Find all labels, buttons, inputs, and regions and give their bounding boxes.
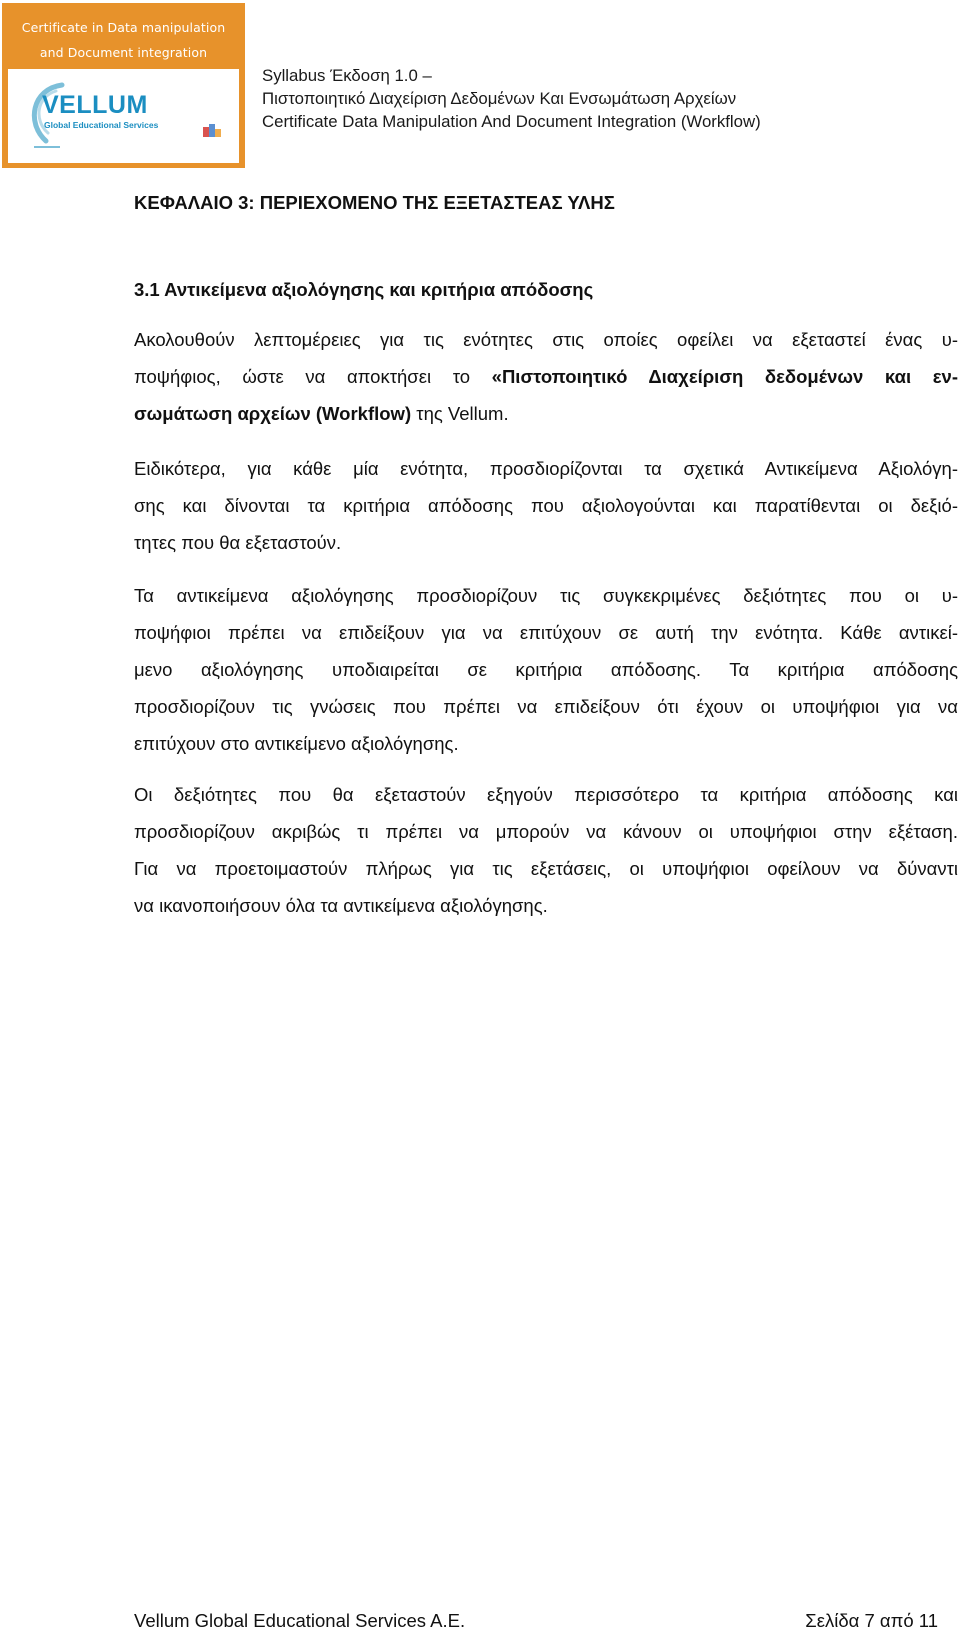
footer-page-number: Σελίδα 7 από 11 [805, 1610, 938, 1631]
paragraph-1 [134, 321, 958, 432]
paragraph-line: επιτύχουν στο αντικείμενο αξιολόγησης. [134, 733, 459, 754]
certificate-name-bold: σωμάτωση αρχείων (Workflow) [134, 403, 412, 424]
paragraph-line: προσδιορίζουν τις γνώσεις που πρέπει να επιδείξουν ότι έχουν οι υποψήφιοι για να [134, 696, 958, 717]
logo-caption-line-2: and Document integration [39, 45, 208, 60]
paragraph-4 [134, 776, 958, 924]
paragraph-line: Τα αντικείμενα αξιολόγησης προσδιορίζουν τις συγκεκριμένες δεξιότητες που οι υ- [134, 585, 958, 606]
paragraph-line: Οι δεξιότητες που θα εξεταστούν εξηγούν περισσότερο τα κριτήρια απόδοσης και [134, 784, 958, 805]
paragraph-line: να ικανοποιήσουν όλα τα αντικείμενα αξιολόγησης. [134, 895, 548, 916]
logo-brand: VELLUM [42, 91, 148, 119]
paragraph-line: Για να προετοιμαστούν πλήρως για τις εξετάσεις, οι υποψήφιοι οφείλουν να δύναντι [134, 858, 958, 879]
paragraph-2 [134, 450, 958, 561]
paragraph-text: της Vellum. [411, 403, 509, 424]
paragraph-text: ποψήφιος, ώστε να αποκτήσει το [134, 366, 492, 387]
header-line-greek-title: Πιστοποιητικό Διαχείριση Δεδομένων Και Ενσωμάτωση Αρχείων [262, 89, 737, 108]
emblem-icon [201, 121, 223, 139]
paragraph-line: Ειδικότερα, για κάθε μία ενότητα, προσδιορίζονται τα σχετικά Αντικείμενα Αξιολόγη- [134, 458, 958, 479]
paragraph-line: μενο αξιολόγησης υποδιαιρείται σε κριτήρια απόδοσης. Τα κριτήρια απόδοσης [134, 659, 958, 680]
paragraph-line [134, 358, 958, 395]
paragraph-line: προσδιορίζουν ακριβώς τι πρέπει να μπορούν να κάνουν οι υποψήφιοι στην εξέταση. [134, 821, 958, 842]
section-title: 3.1 Αντικείμενα αξιολόγησης και κριτήρια απόδοσης [134, 279, 594, 300]
logo-inner-panel [8, 69, 239, 163]
header-line-version: Syllabus Έκδοση 1.0 – [262, 66, 432, 85]
header-line-english-title: Certificate Data Manipulation And Document Integration (Workflow) [262, 112, 761, 131]
paragraph-line: σης και δίνονται τα κριτήρια απόδοσης που αξιολογούνται και παρατίθενται οι δεξιό- [134, 495, 958, 516]
footer-company: Vellum Global Educational Services A.E. [134, 1610, 466, 1631]
paragraph-line [134, 395, 958, 432]
chapter-title: ΚΕΦΑΛΑΙΟ 3: ΠΕΡΙΕΧΟΜΕΝΟ ΤΗΣ ΕΞΕΤΑΣΤΕΑΣ ΥΛΗΣ [134, 192, 615, 213]
paragraph-line: ποψήφιοι πρέπει να επιδείξουν για να επιτύχουν σε αυτή την ενότητα. Κάθε αντικεί- [134, 622, 958, 643]
paragraph-line: τητες που θα εξεταστούν. [134, 532, 342, 553]
vellum-logo [2, 3, 245, 168]
certificate-name-bold: «Πιστοποιητικό Διαχείριση δεδομένων και εν- [491, 366, 958, 387]
paragraph-3 [134, 577, 958, 762]
logo-caption-line-1: Certificate in Data manipulation [21, 20, 226, 35]
logo-tagline: Global Educational Services [44, 120, 159, 130]
document-header [262, 64, 761, 133]
paragraph-line: Ακολουθούν λεπτομέρειες για τις ενότητες στις οποίες οφείλει να εξεταστεί ένας υ- [134, 329, 958, 350]
